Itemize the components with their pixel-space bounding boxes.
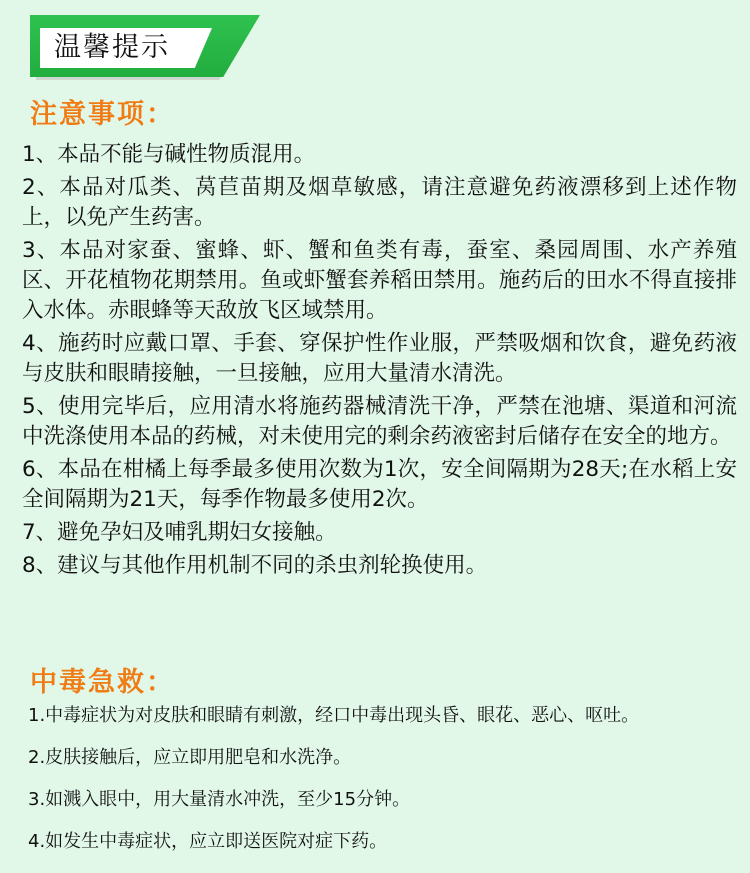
notice-item-4: 4、施药时应戴口罩、手套、穿保护性作业服，严禁吸烟和饮食，避免药液与皮肤和眼睛接触，一旦接触，应用大量清水清洗。	[22, 331, 737, 386]
notice-item-7: 7、避免孕妇及哺乳期妇女接触。	[22, 520, 337, 545]
notice-item-1: 1、本品不能与碱性物质混用。	[22, 142, 316, 167]
first-aid-list	[28, 705, 728, 873]
banner-title: 温馨提示	[54, 32, 170, 63]
notice-item-8: 8、建议与其他作用机制不同的杀虫剂轮换使用。	[22, 553, 488, 578]
notice-list	[22, 140, 737, 584]
notice-item-2: 2、本品对瓜类、莴苣苗期及烟草敏感，请注意避免药液漂移到上述作物上，以免产生药害。	[22, 175, 737, 230]
first-aid-item-2: 2.皮肤接触后，应立即用肥皂和水洗净。	[28, 747, 352, 768]
first-aid-item-4: 4.如发生中毒症状，应立即送医院对症下药。	[28, 831, 388, 852]
notice-item-3: 3、本品对家蚕、蜜蜂、虾、蟹和鱼类有毒，蚕室、桑园周围、水产养殖区、开花植物花期禁用。鱼或虾蟹套养稻田禁用。施药后的田水不得直接排入水体。赤眼蜂等天敌放飞区域禁用。	[22, 238, 737, 323]
header-banner	[0, 0, 750, 90]
first-aid-title: 中毒急救：	[30, 667, 175, 698]
first-aid-item-3: 3.如溅入眼中，用大量清水冲洗，至少15分钟。	[28, 789, 411, 810]
notice-item-5: 5、使用完毕后，应用清水将施药器械清洗干净，严禁在池塘、渠道和河流中洗涤使用本品的药械，对未使用完的剩余药液密封后储存在安全的地方。	[22, 394, 737, 449]
notice-item-6: 6、本品在柑橘上每季最多使用次数为1次，安全间隔期为28天;在水稻上安全间隔期为21天，每季作物最多使用2次。	[22, 457, 737, 512]
notice-title: 注意事项：	[30, 99, 175, 130]
first-aid-item-1: 1.中毒症状为对皮肤和眼睛有刺激，经口中毒出现头昏、眼花、恶心、呕吐。	[28, 705, 640, 726]
